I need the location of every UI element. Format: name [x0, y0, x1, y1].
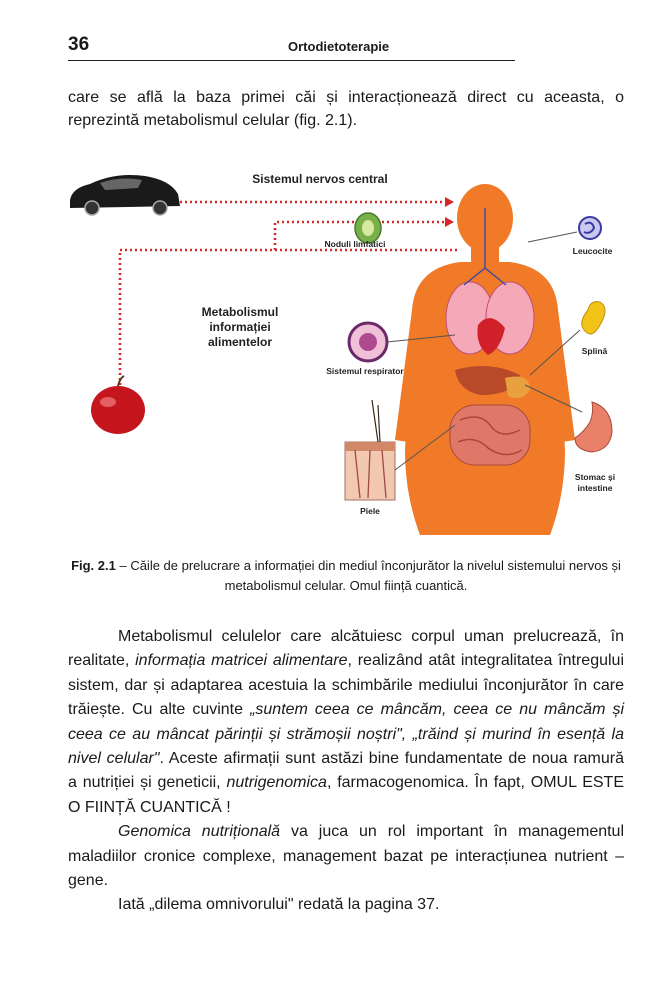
paragraph-3: Iată „dilema omnivorului" redată la pagina 37.	[118, 896, 440, 914]
label-leucocytes: Leucocite	[572, 246, 613, 256]
leucocyte-icon	[528, 217, 601, 242]
arrowheads	[445, 197, 454, 227]
car-icon	[70, 175, 180, 215]
label-spleen: Splină	[581, 346, 608, 356]
figure-caption	[68, 556, 624, 596]
p1-text-1: Metabolismul celulelor care alcătuiesc corpul uman prelucrează, în realitate,	[68, 628, 624, 670]
p1-italic-1: informația matricei alimentare	[135, 652, 348, 670]
label-cns: Sistemul nervos central	[252, 172, 388, 186]
p2-italic-1: Genomica nutrițională	[118, 823, 281, 841]
p1-text-4: , farmacogenomica. În fapt, OMUL ESTE O FIINȚĂ CUANTICĂ !	[68, 774, 624, 816]
paragraph-2	[68, 820, 624, 893]
label-lymph-nodes: Noduli limfatici	[324, 239, 386, 249]
label-metabolism: Metabolismul informației alimentelor	[201, 305, 279, 349]
label-stomach-intestine: Stomac și intestine	[574, 472, 616, 493]
p1-text-3: . Aceste afirmații sunt astăzi bine fundamentate de noua ramură a nutriției și geneticii,	[68, 750, 624, 792]
figure-illustration	[60, 150, 640, 535]
body-text	[68, 625, 624, 918]
p1-text-2: , realizând atât integralitatea întregului sistem, dar și adaptarea acestuia la schimbările mediului înconjurător în care trăiește. Cu alte cuvinte	[68, 652, 624, 719]
caption-text: – Căile de prelucrare a informației din mediul înconjurător la nivelul sistemului nervos și metabolismul celular. Omul ființă cuantică.	[115, 558, 621, 593]
p1-italic-nutrigenomica: nutrigenomica	[226, 774, 327, 792]
running-title: Ortodietoterapie	[288, 39, 390, 54]
intro-paragraph: care se află la baza primei căi și interacționează direct cu aceasta, o reprezintă metabolismul celular (fig. 2.1).	[68, 89, 624, 129]
p2-text-1: va juca un rol important în managementul maladiilor cronice complexe, management bazat pe interacțiunea nutrient – gene.	[68, 823, 625, 890]
apple-icon	[91, 376, 145, 434]
p1-italic-quote: „suntem ceea ce mâncăm, ceea ce nu mâncăm și ceea ce au mâncat părinții și strămoșii noștri", „trăind și murind în esență la nivel celular"	[68, 701, 624, 768]
figure-2-1	[60, 150, 640, 535]
caption-label: Fig. 2.1	[71, 558, 116, 573]
label-skin: Piele	[360, 506, 380, 516]
page-number: 36	[68, 34, 90, 55]
header-rule	[68, 60, 515, 61]
paragraph-1	[68, 625, 624, 820]
label-respiratory: Sistemul respirator	[326, 366, 404, 376]
